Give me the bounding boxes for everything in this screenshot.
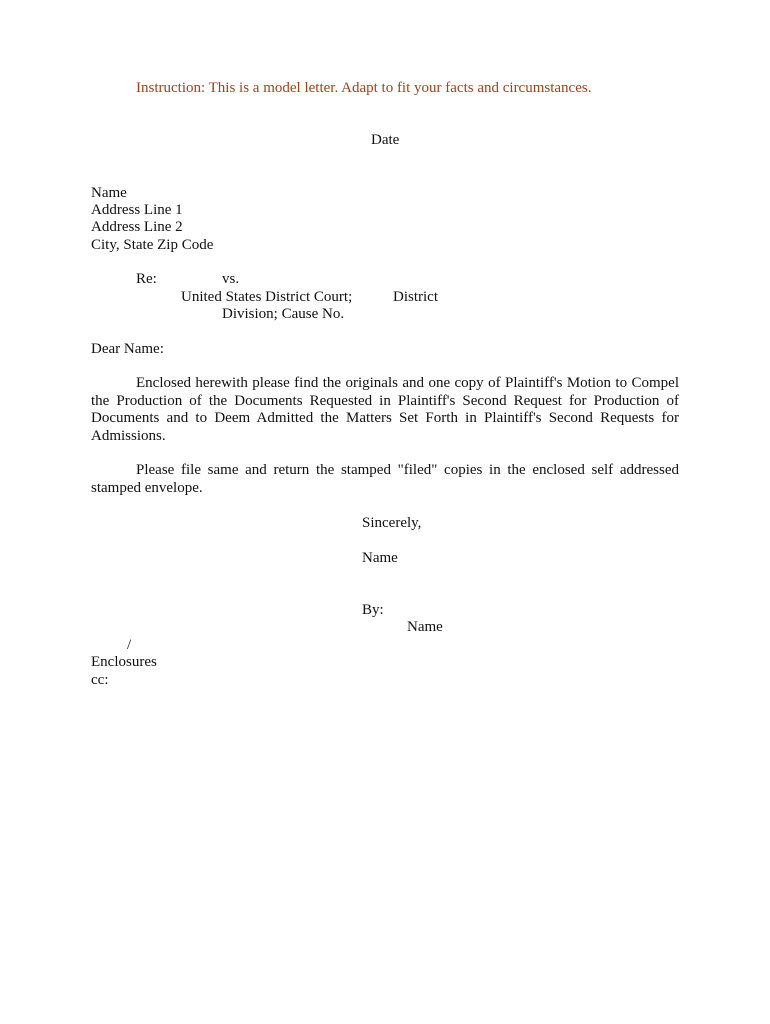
footer-cc: cc: (91, 672, 109, 688)
instruction-note: Instruction: This is a model letter. Adapt to fit your facts and circumstances. (136, 80, 592, 96)
closing-sincerely: Sincerely, (362, 515, 422, 531)
recipient-address-line-1: Address Line 1 (91, 202, 183, 218)
closing-by: By: (362, 602, 384, 618)
body-paragraph-2: Please file same and return the stamped "filed" copies in the enclosed self addressed stamped envelope. (91, 462, 679, 496)
closing-signer-name: Name (407, 619, 443, 635)
salutation: Dear Name: (91, 341, 164, 357)
footer-initials: / (127, 637, 132, 653)
re-label: Re: (136, 271, 157, 287)
recipient-city-state-zip: City, State Zip Code (91, 237, 214, 253)
recipient-name: Name (91, 185, 127, 201)
re-court: United States District Court; (181, 289, 353, 305)
re-vs: vs. (222, 271, 240, 287)
body-paragraph-1: Enclosed herewith please find the originals and one copy of Plaintiff's Motion to Compel the Production of the Documents Requested in Plaintiff's Second Request for Production of Documents and to Deem Admitted the Matters Set Forth in Plaintiff's Second Requests for Admissions. (91, 375, 679, 444)
footer-enclosures: Enclosures (91, 654, 157, 670)
closing-firm-name: Name (362, 550, 398, 566)
recipient-address-line-2: Address Line 2 (91, 219, 183, 235)
re-district: District (393, 289, 438, 305)
re-division-cause: Division; Cause No. (222, 306, 345, 322)
letter-date: Date (371, 132, 400, 148)
